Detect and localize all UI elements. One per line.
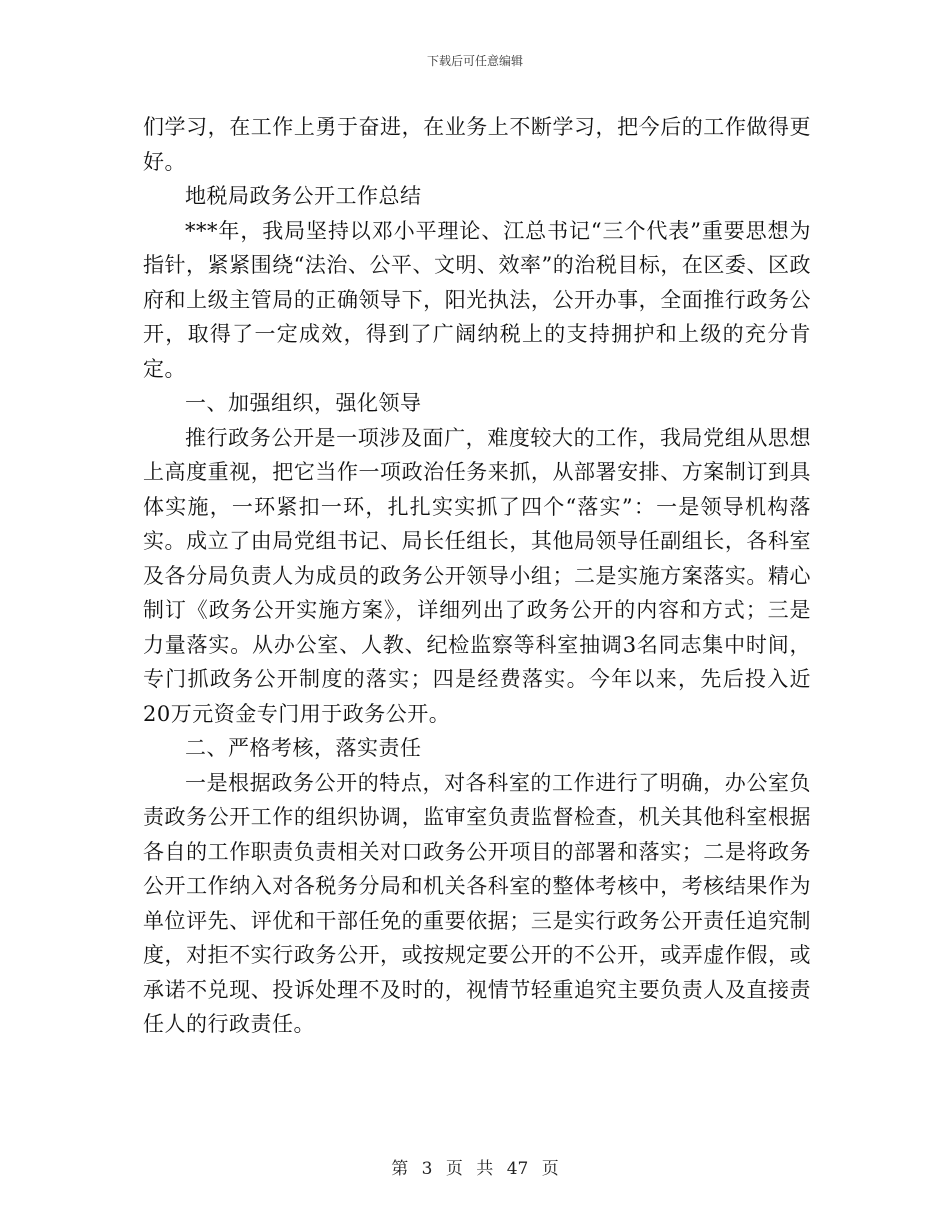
page-header: 下载后可任意编辑 [426, 54, 523, 68]
section-heading: 一、加强组织，强化领导 [185, 391, 422, 415]
document-body [143, 110, 811, 1042]
section-title: 地税局政务公开工作总结 [185, 184, 422, 208]
paragraph: 一是根据政务公开的特点，对各科室的工作进行了明确，办公室负责政务公开工作的组织协调，监审室负责监督检查，机关其他科室根据各自的工作职责负责相关对口政务公开项目的部署和落实；二是将政务公开工作纳入对各税务分局和机关各科室的整体考核中，考核结果作为单位评先、评优和干部任免的重要依据；三是实行政务公开责任追究制度，对拒不实行政务公开，或按规定要公开的不公开，或弄虚作假，或承诺不兑现、投诉处理不及时的，视情节轻重追究主要负责人及直接责任人的行政责任。 [143, 770, 811, 1036]
paragraph: 们学习，在工作上勇于奋进，在业务上不断学习，把今后的工作做得更好。 [143, 115, 811, 174]
page-number-footer: 第 3 页 共 47 页 [391, 1159, 559, 1179]
paragraph: ***年，我局坚持以邓小平理论、江总书记“三个代表”重要思想为指针，紧紧围绕“法治、公平、文明、效率”的治税目标，在区委、区政府和上级主管局的正确领导下，阳光执法，公开办事，全面推行政务公开，取得了一定成效，得到了广阔纳税上的支持拥护和上级的充分肯定。 [143, 218, 811, 381]
paragraph: 推行政务公开是一项涉及面广，难度较大的工作，我局党组从思想上高度重视，把它当作一项政治任务来抓，从部署安排、方案制订到具体实施，一环紧扣一环，扎扎实实抓了四个“落实”：一是领导机构落实。成立了由局党组书记、局长任组长，其他局领导任副组长，各科室及各分局负责人为成员的政务公开领导小组；二是实施方案落实。精心制订《政务公开实施方案》，详细列出了政务公开的内容和方式；三是力量落实。从办公室、人教、纪检监察等科室抽调3名同志集中时间，专门抓政务公开制度的落实；四是经费落实。今年以来，先后投入近20万元资金专门用于政务公开。 [143, 425, 811, 726]
section-heading: 二、严格考核，落实责任 [185, 736, 422, 760]
